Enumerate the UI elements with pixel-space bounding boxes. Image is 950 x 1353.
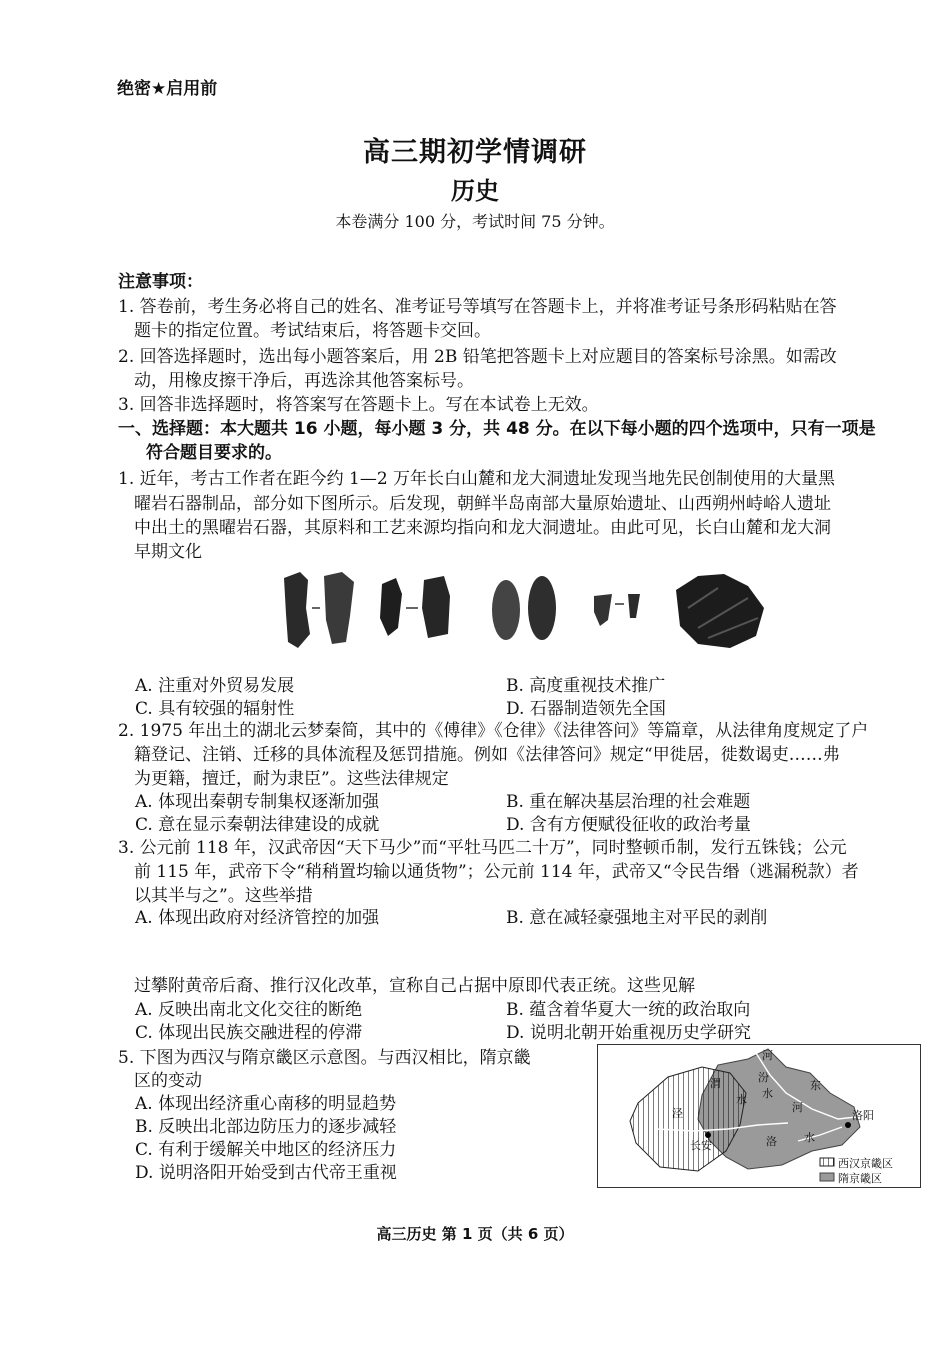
question-1-option-d: D. 石器制造领先全国 <box>506 699 666 719</box>
legend-han-label: 西汉京畿区 <box>838 1157 893 1170</box>
artifact-stone <box>422 576 450 638</box>
obsidian-artifacts-photo <box>278 568 772 650</box>
question-2-option-d: D. 含有方便赋役征收的政治考量 <box>506 815 751 835</box>
map-label-jing: 泾 <box>672 1107 683 1120</box>
question-1-option-a: A. 注重对外贸易发展 <box>135 676 295 696</box>
section-heading: 一、选择题：本大题共 16 小题，每小题 3 分，共 48 分。在以下每小题的四个选项中，只有一项是 <box>118 419 876 439</box>
question-5-option-c: C. 有利于缓解关中地区的经济压力 <box>135 1140 397 1160</box>
question-1-line: 早期文化 <box>134 542 202 562</box>
question-4-option-a: A. 反映出南北文化交往的断绝 <box>135 1000 363 1020</box>
artifact-stone <box>380 578 402 636</box>
legend-han-swatch <box>820 1158 834 1166</box>
luoyang-marker <box>845 1122 851 1128</box>
artifact-stone <box>676 574 764 648</box>
question-5-option-a: A. 体现出经济重心南移的明显趋势 <box>135 1094 397 1114</box>
exam-title: 高三期初学情调研 <box>363 137 587 168</box>
question-3-option-a: A. 体现出政府对经济管控的加强 <box>135 908 380 928</box>
question-1-line: 1. 近年，考古工作者在距今约 1—2 万年长白山麓和龙大洞遗址发现当地先民创制使用的大量黑 <box>118 469 836 489</box>
question-4-option-c: C. 体现出民族交融进程的停滞 <box>135 1023 363 1043</box>
question-4-line: 过攀附黄帝后裔、推行汉化改革，宣称自己占据中原即代表正统。这些见解 <box>134 976 695 996</box>
capital-region-map <box>597 1044 921 1188</box>
question-3-line: 以其半与之”。这些举措 <box>134 886 313 906</box>
map-label-he: 河 <box>792 1101 803 1114</box>
legend-sui-label: 隋京畿区 <box>838 1172 882 1185</box>
confidential-mark: 绝密★启用前 <box>117 79 218 99</box>
question-1-line: 曜岩石器制品，部分如下图所示。后发现，朝鲜半岛南部大量原始遗址、山西朔州峙峪人遗址 <box>134 494 831 514</box>
map-label-dong: 东 <box>810 1079 821 1092</box>
exam-subject: 历史 <box>451 176 499 205</box>
question-3-line: 前 115 年，武帝下令“稍稍置均输以通货物”；公元前 114 年，武帝又“令民告缗（逃漏税款）者 <box>134 862 859 882</box>
map-label-fen: 汾 <box>758 1071 769 1084</box>
page-footer: 高三历史 第 1 页（共 6 页） <box>376 1225 574 1243</box>
notice-line: 1. 答卷前，考生务必将自己的姓名、准考证号等填写在答题卡上，并将准考证号条形码粘贴在答 <box>118 297 837 317</box>
notice-line: 2. 回答选择题时，选出每小题答案后，用 2B 铅笔把答题卡上对应题目的答案标号涂黑。如需改 <box>118 347 837 367</box>
question-2-option-b: B. 重在解决基层治理的社会难题 <box>506 792 751 812</box>
notice-line: 3. 回答非选择题时，将答案写在答题卡上。写在本试卷上无效。 <box>118 395 599 415</box>
artifact-stone <box>324 572 354 644</box>
map-label-water-2: 水 <box>762 1087 773 1100</box>
map-label-river: 河 <box>762 1049 773 1062</box>
map-label-luo: 洛 <box>766 1135 777 1148</box>
legend-sui-swatch <box>820 1173 834 1181</box>
artifact-stone <box>594 594 612 626</box>
artifact-stone <box>628 594 640 618</box>
artifact-stone <box>284 572 310 648</box>
question-1-option-c: C. 具有较强的辐射性 <box>135 699 295 719</box>
question-5-line: 5. 下图为西汉与隋京畿区示意图。与西汉相比，隋京畿 <box>118 1048 531 1068</box>
question-5-option-b: B. 反映出北部边防压力的逐步减轻 <box>135 1117 397 1137</box>
question-3-option-b: B. 意在减轻豪强地主对平民的剥削 <box>506 908 768 928</box>
notice-line: 题卡的指定位置。考试结束后，将答题卡交回。 <box>134 321 491 341</box>
question-1-line: 中出土的黑曜岩石器，其原料和工艺来源均指向和龙大洞遗址。由此可见，长白山麓和龙大洞 <box>134 518 831 538</box>
question-2-line: 2. 1975 年出土的湖北云梦秦简，其中的《傅律》《仓律》《法律答问》等篇章，从法律角度规定了户 <box>118 721 869 741</box>
question-4-option-b: B. 蕴含着华夏大一统的政治取向 <box>506 1000 751 1020</box>
map-label-wei: 渭 <box>710 1077 721 1090</box>
question-2-option-a: A. 体现出秦朝专制集权逐渐加强 <box>135 792 380 812</box>
question-5-line: 区的变动 <box>134 1071 202 1091</box>
question-2-option-c: C. 意在显示秦朝法律建设的成就 <box>135 815 380 835</box>
artifact-stone <box>492 580 520 640</box>
question-4-option-d: D. 说明北朝开始重视历史学研究 <box>506 1023 751 1043</box>
question-3-line: 3. 公元前 118 年，汉武帝因“天下马少”而“平牡马匹二十万”，同时整顿币制，发行五铢钱；公元 <box>118 838 847 858</box>
question-1-option-b: B. 高度重视技术推广 <box>506 676 666 696</box>
map-label-water: 水 <box>736 1093 747 1106</box>
question-3-cut-options <box>130 903 850 928</box>
artifact-stone <box>528 576 556 640</box>
question-2-line: 籍登记、注销、迁移的具体流程及惩罚措施。例如《法律答问》规定“甲徙居，徙数谒吏……弗 <box>134 745 840 765</box>
notice-heading: 注意事项： <box>118 272 203 292</box>
map-label-luoyang: 洛阳 <box>852 1109 874 1122</box>
map-label-changan: 长安 <box>690 1139 712 1152</box>
map-label-water-3: 水 <box>804 1131 815 1144</box>
question-5-option-d: D. 说明洛阳开始受到古代帝王重视 <box>135 1163 397 1183</box>
notice-line: 动，用橡皮擦干净后，再选涂其他答案标号。 <box>134 371 474 391</box>
section-heading-cont: 符合题目要求的。 <box>146 443 282 463</box>
question-2-line: 为更籍，擅迁，耐为隶臣”。这些法律规定 <box>134 769 449 789</box>
exam-info: 本卷满分 100 分，考试时间 75 分钟。 <box>335 212 615 231</box>
